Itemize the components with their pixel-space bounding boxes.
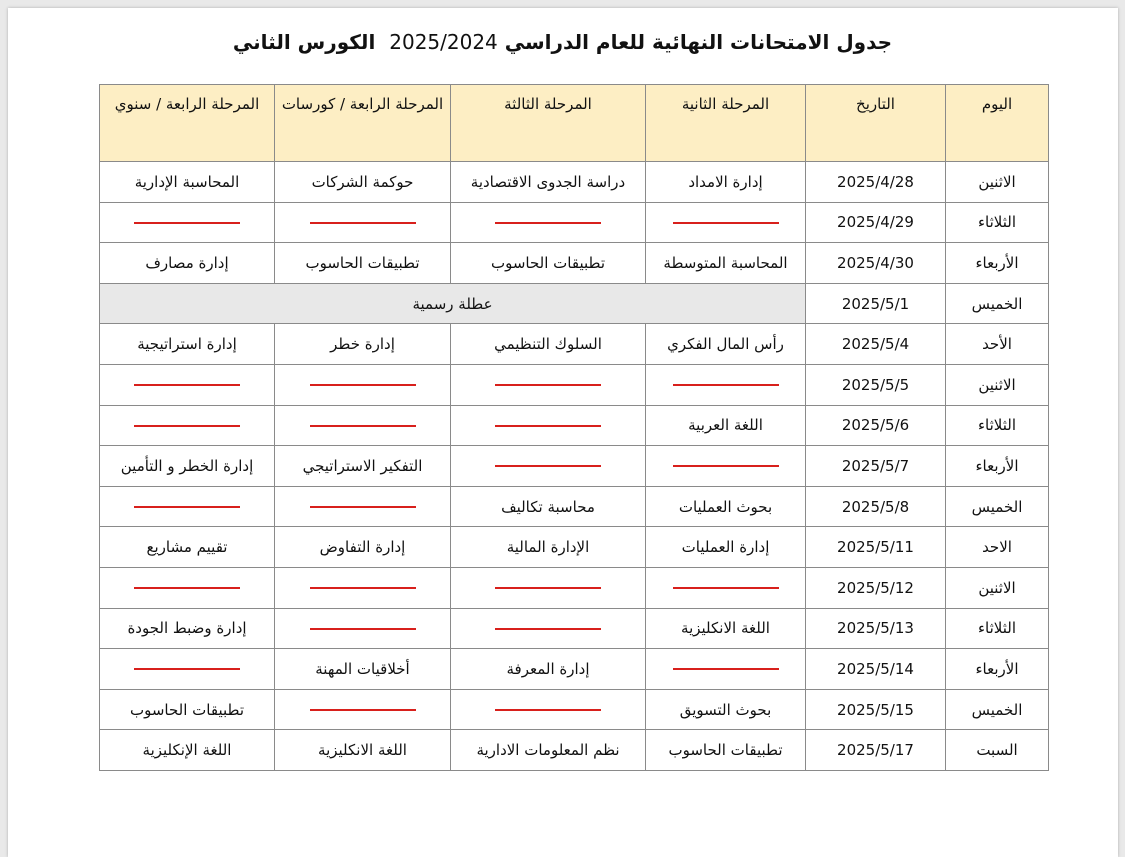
- date-cell: 2025/5/12: [806, 567, 946, 608]
- stage4-annual-cell: تطبيقات الحاسوب: [100, 689, 275, 730]
- page-title: [0, 30, 1125, 54]
- table-row: [100, 283, 1049, 324]
- date-cell: 2025/4/30: [806, 243, 946, 284]
- table-row: [100, 243, 1049, 284]
- stage4-annual-cell: [100, 486, 275, 527]
- header-day: اليوم: [946, 85, 1049, 162]
- header-stage3: المرحلة الثالثة: [451, 85, 646, 162]
- title-year: 2025/2024: [389, 30, 498, 54]
- title-main: جدول الامتحانات النهائية للعام الدراسي: [504, 30, 893, 54]
- stage4-courses-cell: [275, 405, 451, 446]
- day-cell: الاحد: [946, 527, 1049, 568]
- date-cell: 2025/5/8: [806, 486, 946, 527]
- empty-dash: [673, 587, 779, 589]
- stage3-cell: نظم المعلومات الادارية: [451, 730, 646, 771]
- empty-dash: [673, 384, 779, 386]
- stage2-cell: تطبيقات الحاسوب: [646, 730, 806, 771]
- stage4-annual-cell: اللغة الإنكليزية: [100, 730, 275, 771]
- header-date: التاريخ: [806, 85, 946, 162]
- stage4-courses-cell: إدارة التفاوض: [275, 527, 451, 568]
- empty-dash: [495, 222, 601, 224]
- date-cell: 2025/5/17: [806, 730, 946, 771]
- stage4-annual-cell: إدارة مصارف: [100, 243, 275, 284]
- stage3-cell: [451, 608, 646, 649]
- stage4-annual-cell: إدارة استراتيجية: [100, 324, 275, 365]
- stage3-cell: [451, 202, 646, 243]
- stage2-cell: إدارة الامداد: [646, 162, 806, 203]
- date-cell: 2025/5/13: [806, 608, 946, 649]
- stage4-courses-cell: [275, 364, 451, 405]
- stage2-cell: المحاسبة المتوسطة: [646, 243, 806, 284]
- stage2-cell: اللغة العربية: [646, 405, 806, 446]
- stage4-annual-cell: تقييم مشاريع: [100, 527, 275, 568]
- stage2-cell: اللغة الانكليزية: [646, 608, 806, 649]
- table-row: [100, 730, 1049, 771]
- empty-dash: [310, 425, 416, 427]
- stage4-annual-cell: [100, 567, 275, 608]
- empty-dash: [134, 668, 240, 670]
- empty-dash: [310, 628, 416, 630]
- stage4-courses-cell: إدارة خطر: [275, 324, 451, 365]
- empty-dash: [495, 587, 601, 589]
- date-cell: 2025/5/4: [806, 324, 946, 365]
- stage3-cell: تطبيقات الحاسوب: [451, 243, 646, 284]
- day-cell: الثلاثاء: [946, 405, 1049, 446]
- date-cell: 2025/5/14: [806, 649, 946, 690]
- empty-dash: [310, 506, 416, 508]
- empty-dash: [134, 425, 240, 427]
- day-cell: الأربعاء: [946, 446, 1049, 487]
- empty-dash: [673, 222, 779, 224]
- stage4-courses-cell: التفكير الاستراتيجي: [275, 446, 451, 487]
- table-row: [100, 689, 1049, 730]
- stage4-courses-cell: [275, 608, 451, 649]
- header-stage2: المرحلة الثانية: [646, 85, 806, 162]
- stage2-cell: [646, 649, 806, 690]
- stage3-cell: [451, 567, 646, 608]
- stage4-annual-cell: [100, 364, 275, 405]
- day-cell: السبت: [946, 730, 1049, 771]
- empty-dash: [310, 384, 416, 386]
- exam-schedule-table: [99, 84, 1049, 771]
- date-cell: 2025/4/28: [806, 162, 946, 203]
- stage4-courses-cell: حوكمة الشركات: [275, 162, 451, 203]
- empty-dash: [495, 425, 601, 427]
- stage2-cell: بحوث العمليات: [646, 486, 806, 527]
- day-cell: الأحد: [946, 324, 1049, 365]
- date-cell: 2025/5/7: [806, 446, 946, 487]
- stage4-annual-cell: إدارة الخطر و التأمين: [100, 446, 275, 487]
- stage2-cell: [646, 364, 806, 405]
- empty-dash: [495, 384, 601, 386]
- table-row: [100, 446, 1049, 487]
- stage4-annual-cell: [100, 649, 275, 690]
- day-cell: الخميس: [946, 486, 1049, 527]
- date-cell: 2025/5/1: [806, 283, 946, 324]
- date-cell: 2025/5/5: [806, 364, 946, 405]
- header-stage4-courses: المرحلة الرابعة / كورسات: [275, 85, 451, 162]
- empty-dash: [673, 668, 779, 670]
- title-course: الكورس الثاني: [232, 30, 376, 54]
- stage4-courses-cell: [275, 202, 451, 243]
- header-stage4-annual: المرحلة الرابعة / سنوي: [100, 85, 275, 162]
- table-row: [100, 608, 1049, 649]
- empty-dash: [310, 587, 416, 589]
- stage3-cell: [451, 405, 646, 446]
- empty-dash: [310, 222, 416, 224]
- stage4-annual-cell: إدارة وضبط الجودة: [100, 608, 275, 649]
- table-row: [100, 486, 1049, 527]
- empty-dash: [134, 587, 240, 589]
- stage2-cell: إدارة العمليات: [646, 527, 806, 568]
- stage3-cell: [451, 446, 646, 487]
- day-cell: الثلاثاء: [946, 608, 1049, 649]
- stage4-annual-cell: [100, 405, 275, 446]
- empty-dash: [134, 506, 240, 508]
- table-row: [100, 527, 1049, 568]
- stage4-courses-cell: أخلاقيات المهنة: [275, 649, 451, 690]
- table-row: [100, 649, 1049, 690]
- day-cell: الاثنين: [946, 567, 1049, 608]
- stage4-courses-cell: اللغة الانكليزية: [275, 730, 451, 771]
- date-cell: 2025/5/11: [806, 527, 946, 568]
- stage4-annual-cell: [100, 202, 275, 243]
- stage3-cell: محاسبة تكاليف: [451, 486, 646, 527]
- stage3-cell: السلوك التنظيمي: [451, 324, 646, 365]
- header-row: [100, 85, 1049, 162]
- table-row: [100, 202, 1049, 243]
- date-cell: 2025/5/6: [806, 405, 946, 446]
- day-cell: الاثنين: [946, 162, 1049, 203]
- empty-dash: [310, 709, 416, 711]
- stage4-annual-cell: المحاسبة الإدارية: [100, 162, 275, 203]
- day-cell: الاثنين: [946, 364, 1049, 405]
- table-row: [100, 567, 1049, 608]
- stage2-cell: بحوث التسويق: [646, 689, 806, 730]
- schedule-body: [100, 162, 1049, 771]
- stage2-cell: [646, 446, 806, 487]
- stage2-cell: رأس المال الفكري: [646, 324, 806, 365]
- stage3-cell: إدارة المعرفة: [451, 649, 646, 690]
- stage2-cell: [646, 567, 806, 608]
- empty-dash: [495, 465, 601, 467]
- table-row: [100, 324, 1049, 365]
- stage4-courses-cell: تطبيقات الحاسوب: [275, 243, 451, 284]
- stage3-cell: الإدارة المالية: [451, 527, 646, 568]
- empty-dash: [134, 384, 240, 386]
- empty-dash: [495, 628, 601, 630]
- stage4-courses-cell: [275, 567, 451, 608]
- stage2-cell: [646, 202, 806, 243]
- day-cell: الأربعاء: [946, 649, 1049, 690]
- stage3-cell: [451, 689, 646, 730]
- table-row: [100, 364, 1049, 405]
- holiday-cell: عطلة رسمية: [100, 283, 806, 324]
- stage4-courses-cell: [275, 486, 451, 527]
- date-cell: 2025/4/29: [806, 202, 946, 243]
- table-row: [100, 162, 1049, 203]
- stage4-courses-cell: [275, 689, 451, 730]
- day-cell: الأربعاء: [946, 243, 1049, 284]
- stage3-cell: [451, 364, 646, 405]
- stage3-cell: دراسة الجدوى الاقتصادية: [451, 162, 646, 203]
- empty-dash: [134, 222, 240, 224]
- day-cell: الخميس: [946, 283, 1049, 324]
- empty-dash: [495, 709, 601, 711]
- table-row: [100, 405, 1049, 446]
- date-cell: 2025/5/15: [806, 689, 946, 730]
- day-cell: الخميس: [946, 689, 1049, 730]
- empty-dash: [673, 465, 779, 467]
- day-cell: الثلاثاء: [946, 202, 1049, 243]
